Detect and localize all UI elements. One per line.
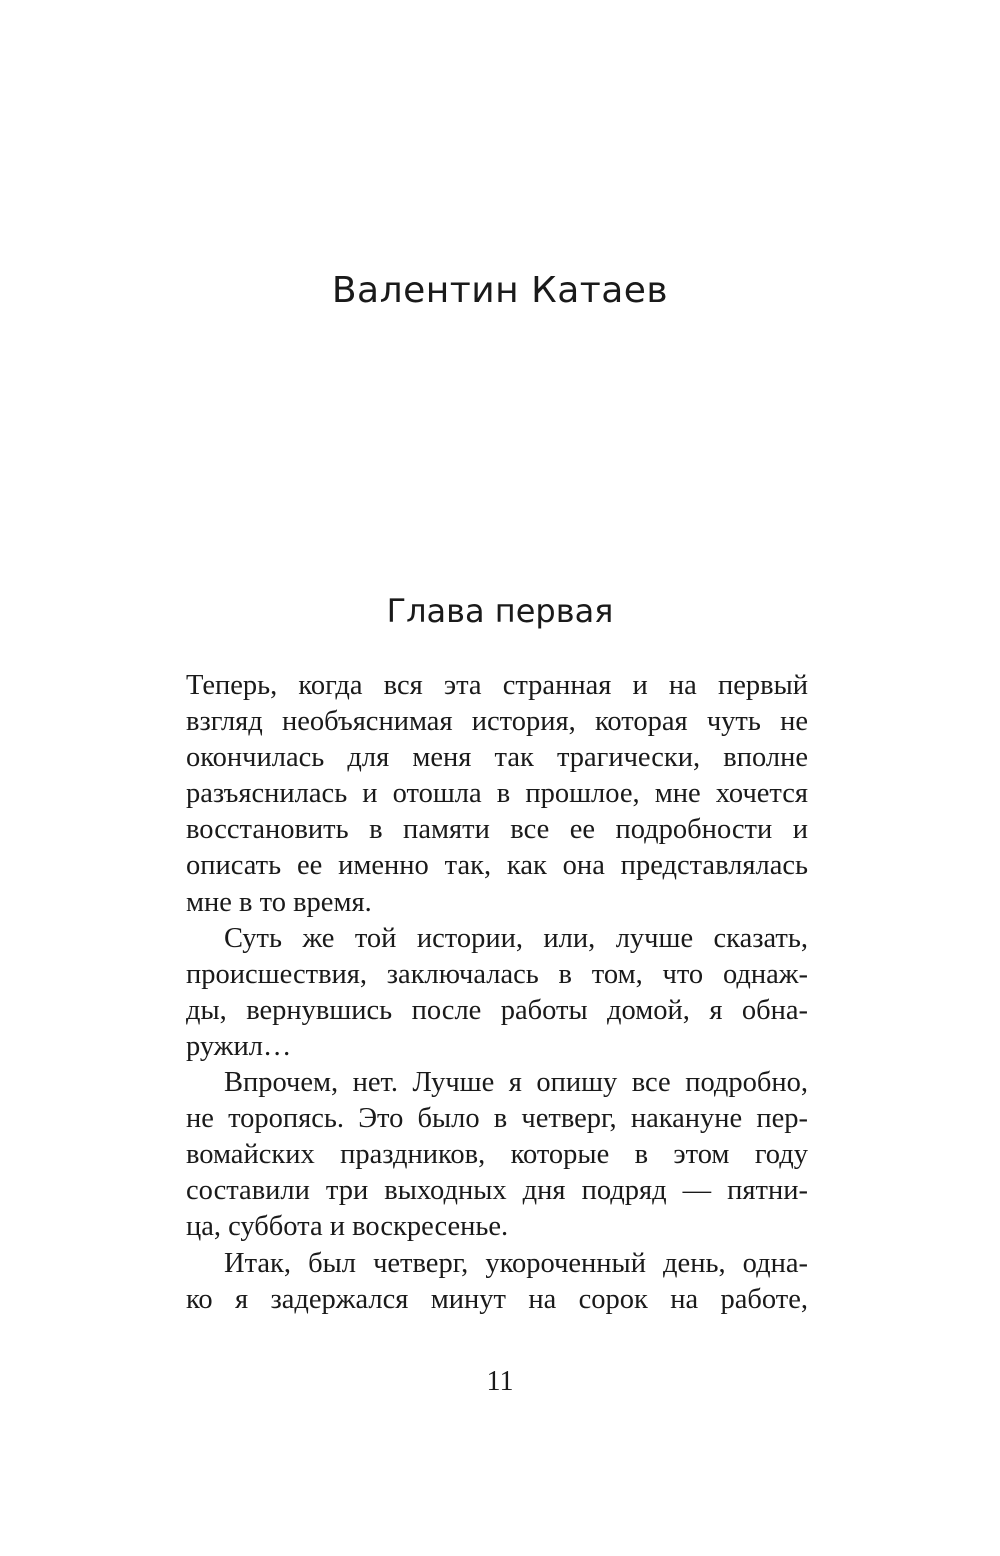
text-line: происшествия, заключалась в том, что однаж-	[186, 958, 808, 990]
text-line: мне в то время.	[186, 886, 372, 918]
author-name: Валентин Катаев	[331, 270, 669, 311]
page-number: 11	[486, 1366, 514, 1397]
text-line: ды, вернувшись после работы домой, я обна-	[186, 994, 808, 1026]
text-line: окончилась для меня так трагически, вполне	[186, 742, 808, 774]
text-line: ко я задержался минут на сорок на работе,	[186, 1283, 808, 1315]
text-line: Впрочем, нет. Лучше я опишу все подробно,	[224, 1067, 808, 1099]
text-line: не торопясь. Это было в четверг, накануне пер-	[186, 1103, 808, 1135]
text-line: ружил…	[186, 1030, 292, 1062]
text-line: Теперь, когда вся эта странная и на первый	[186, 670, 808, 701]
text-line: восстановить в памяти все ее подробности и	[186, 814, 808, 846]
text-line: Итак, был четверг, укороченный день, одна-	[224, 1247, 808, 1279]
text-line: взгляд необъяснимая история, которая чуть не	[186, 706, 808, 738]
text-line: ца, суббота и воскресенье.	[186, 1211, 509, 1243]
text-line: разъяснилась и отошла в прошлое, мне хочется	[186, 778, 808, 810]
chapter-title: Глава первая	[386, 592, 614, 630]
text-line: составили три выходных дня подряд — пятни-	[186, 1175, 808, 1207]
body-text	[186, 668, 808, 1318]
text-line: Суть же той истории, или, лучше сказать,	[224, 922, 808, 954]
text-line: вомайских праздников, которые в этом году	[186, 1139, 808, 1171]
text-line: описать ее именно так, как она представлялась	[186, 850, 808, 882]
